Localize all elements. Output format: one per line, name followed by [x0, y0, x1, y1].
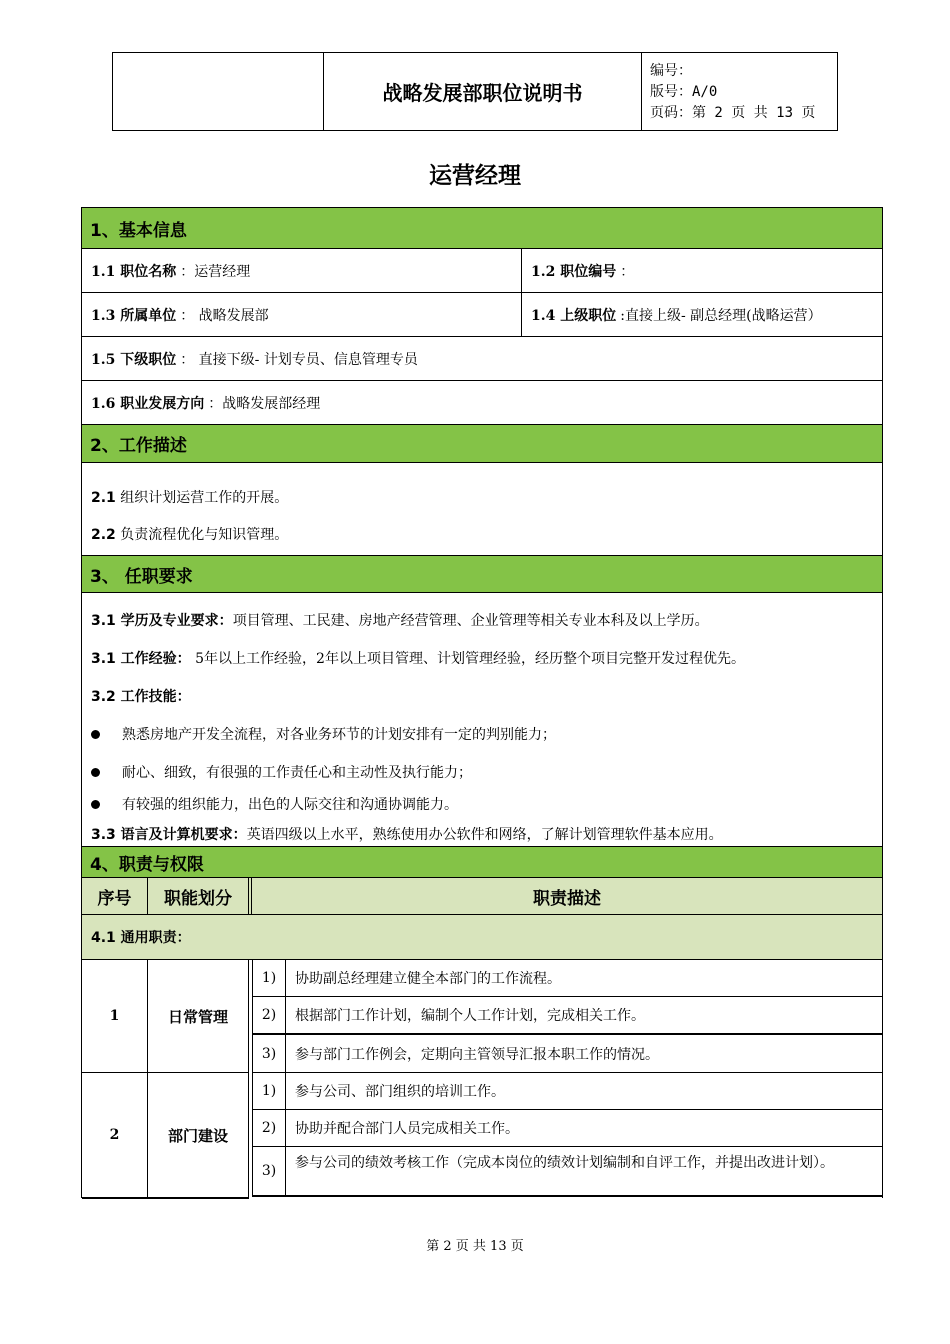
header-meta [642, 53, 837, 130]
field-value: ： [620, 263, 635, 280]
general-duties-label: 4.1 通用职责： [91, 930, 191, 946]
logo-cell [113, 53, 324, 130]
field-label: 1.1 职位名称 [91, 263, 177, 280]
duty-text: 参与公司、部门组织的培训工作。 [286, 1073, 882, 1110]
section-requirements-heading: 3、 任职要求 [82, 556, 882, 593]
bullet-icon [91, 800, 100, 809]
job-description-table [81, 207, 883, 1198]
requirement-experience: 3.1 工作经验： 5年以上工作经验，2年以上项目管理、计划管理经验，经历整个项目完整开发过程优先。 [91, 651, 745, 667]
field-label: 1.3 所属单位 [91, 307, 177, 324]
bullet-icon [91, 730, 100, 739]
skill-bullet: 熟悉房地产开发全流程，对各业务环节的计划安排有一定的判别能力； [91, 724, 556, 744]
field-value: ：战略发展部经理 [208, 395, 321, 412]
field-value: ： 战略发展部 [180, 307, 269, 324]
field-value: ： 直接下级- 计划专员、信息管理专员 [180, 351, 418, 368]
page-footer: 第 2 页 共 13 页 [426, 1239, 524, 1254]
col-description: 职责描述 [533, 888, 601, 909]
document-header [112, 52, 838, 131]
duty-text: 协助并配合部门人员完成相关工作。 [286, 1110, 882, 1147]
requirements-body [82, 593, 882, 846]
section-duties-heading: 4、职责与权限 [82, 846, 882, 878]
duty-group-number: 1 [82, 960, 148, 1073]
row-position-name [82, 249, 882, 293]
duty-group-number: 2 [82, 1073, 148, 1199]
field-label: 1.4 上级职位 [531, 307, 617, 324]
duty-text: 参与部门工作例会，定期向主管领导汇报本职工作的情况。 [286, 1035, 882, 1073]
row-unit [82, 293, 882, 337]
header-number: 编号： [650, 63, 692, 79]
section-work-description-heading: 2、工作描述 [82, 425, 882, 463]
header-title: 战略发展部职位说明书 [324, 53, 642, 130]
duty-text: 根据部门工作计划，编制个人工作计划，完成相关工作。 [286, 997, 882, 1035]
requirement-education: 3.1 学历及专业要求：项目管理、工民建、房地产经营管理、企业管理等相关专业本科及以上学历。 [91, 613, 709, 629]
duties-column-header [82, 878, 882, 915]
header-version: 版号：A/0 [650, 84, 718, 100]
duty-group-name: 部门建设 [148, 1073, 249, 1199]
requirement-language: 3.3 语言及计算机要求：英语四级以上水平，熟练使用办公软件和网络，了解计划管理软件基本应用。 [91, 827, 723, 843]
duty-text: 参与公司的绩效考核工作（完成本岗位的绩效计划编制和自评工作，并提出改进计划）。 [286, 1147, 882, 1197]
field-label: 1.2 职位编号 [531, 263, 617, 280]
duty-index: 3) [252, 1147, 286, 1197]
field-label: 1.6 职业发展方向 [91, 395, 205, 412]
requirement-skills: 3.2 工作技能： [91, 689, 191, 705]
row-career-path [82, 381, 882, 425]
field-label: 1.5 下级职位 [91, 351, 177, 368]
duty-index: 2) [252, 1110, 286, 1147]
work-item: 2.2 负责流程优化与知识管理。 [91, 527, 289, 543]
duty-index: 1) [252, 960, 286, 997]
col-number: 序号 [97, 888, 132, 909]
section-basic-info-heading: 1、基本信息 [82, 208, 882, 249]
work-item: 2.1 组织计划运营工作的开展。 [91, 490, 289, 506]
duty-index: 3) [252, 1035, 286, 1073]
field-value: :直接上级- 副总经理(战略运营） [620, 307, 822, 324]
duty-text: 协助副总经理建立健全本部门的工作流程。 [286, 960, 882, 997]
col-function: 职能划分 [164, 888, 232, 909]
duty-index: 1) [252, 1073, 286, 1110]
duty-group-name: 日常管理 [148, 960, 249, 1073]
skill-bullet: 有较强的组织能力，出色的人际交往和沟通协调能力。 [91, 794, 458, 814]
work-description-body [82, 463, 882, 556]
skill-bullet: 耐心、细致，有很强的工作责任心和主动性及执行能力； [91, 762, 472, 782]
general-duties-row [82, 915, 882, 960]
field-value: ：运营经理 [180, 263, 251, 280]
row-subordinate [82, 337, 882, 381]
page-title: 运营经理 [429, 163, 521, 189]
header-page: 页码：第 2 页 共 13 页 [650, 105, 816, 121]
bullet-icon [91, 768, 100, 777]
duty-index: 2) [252, 997, 286, 1035]
